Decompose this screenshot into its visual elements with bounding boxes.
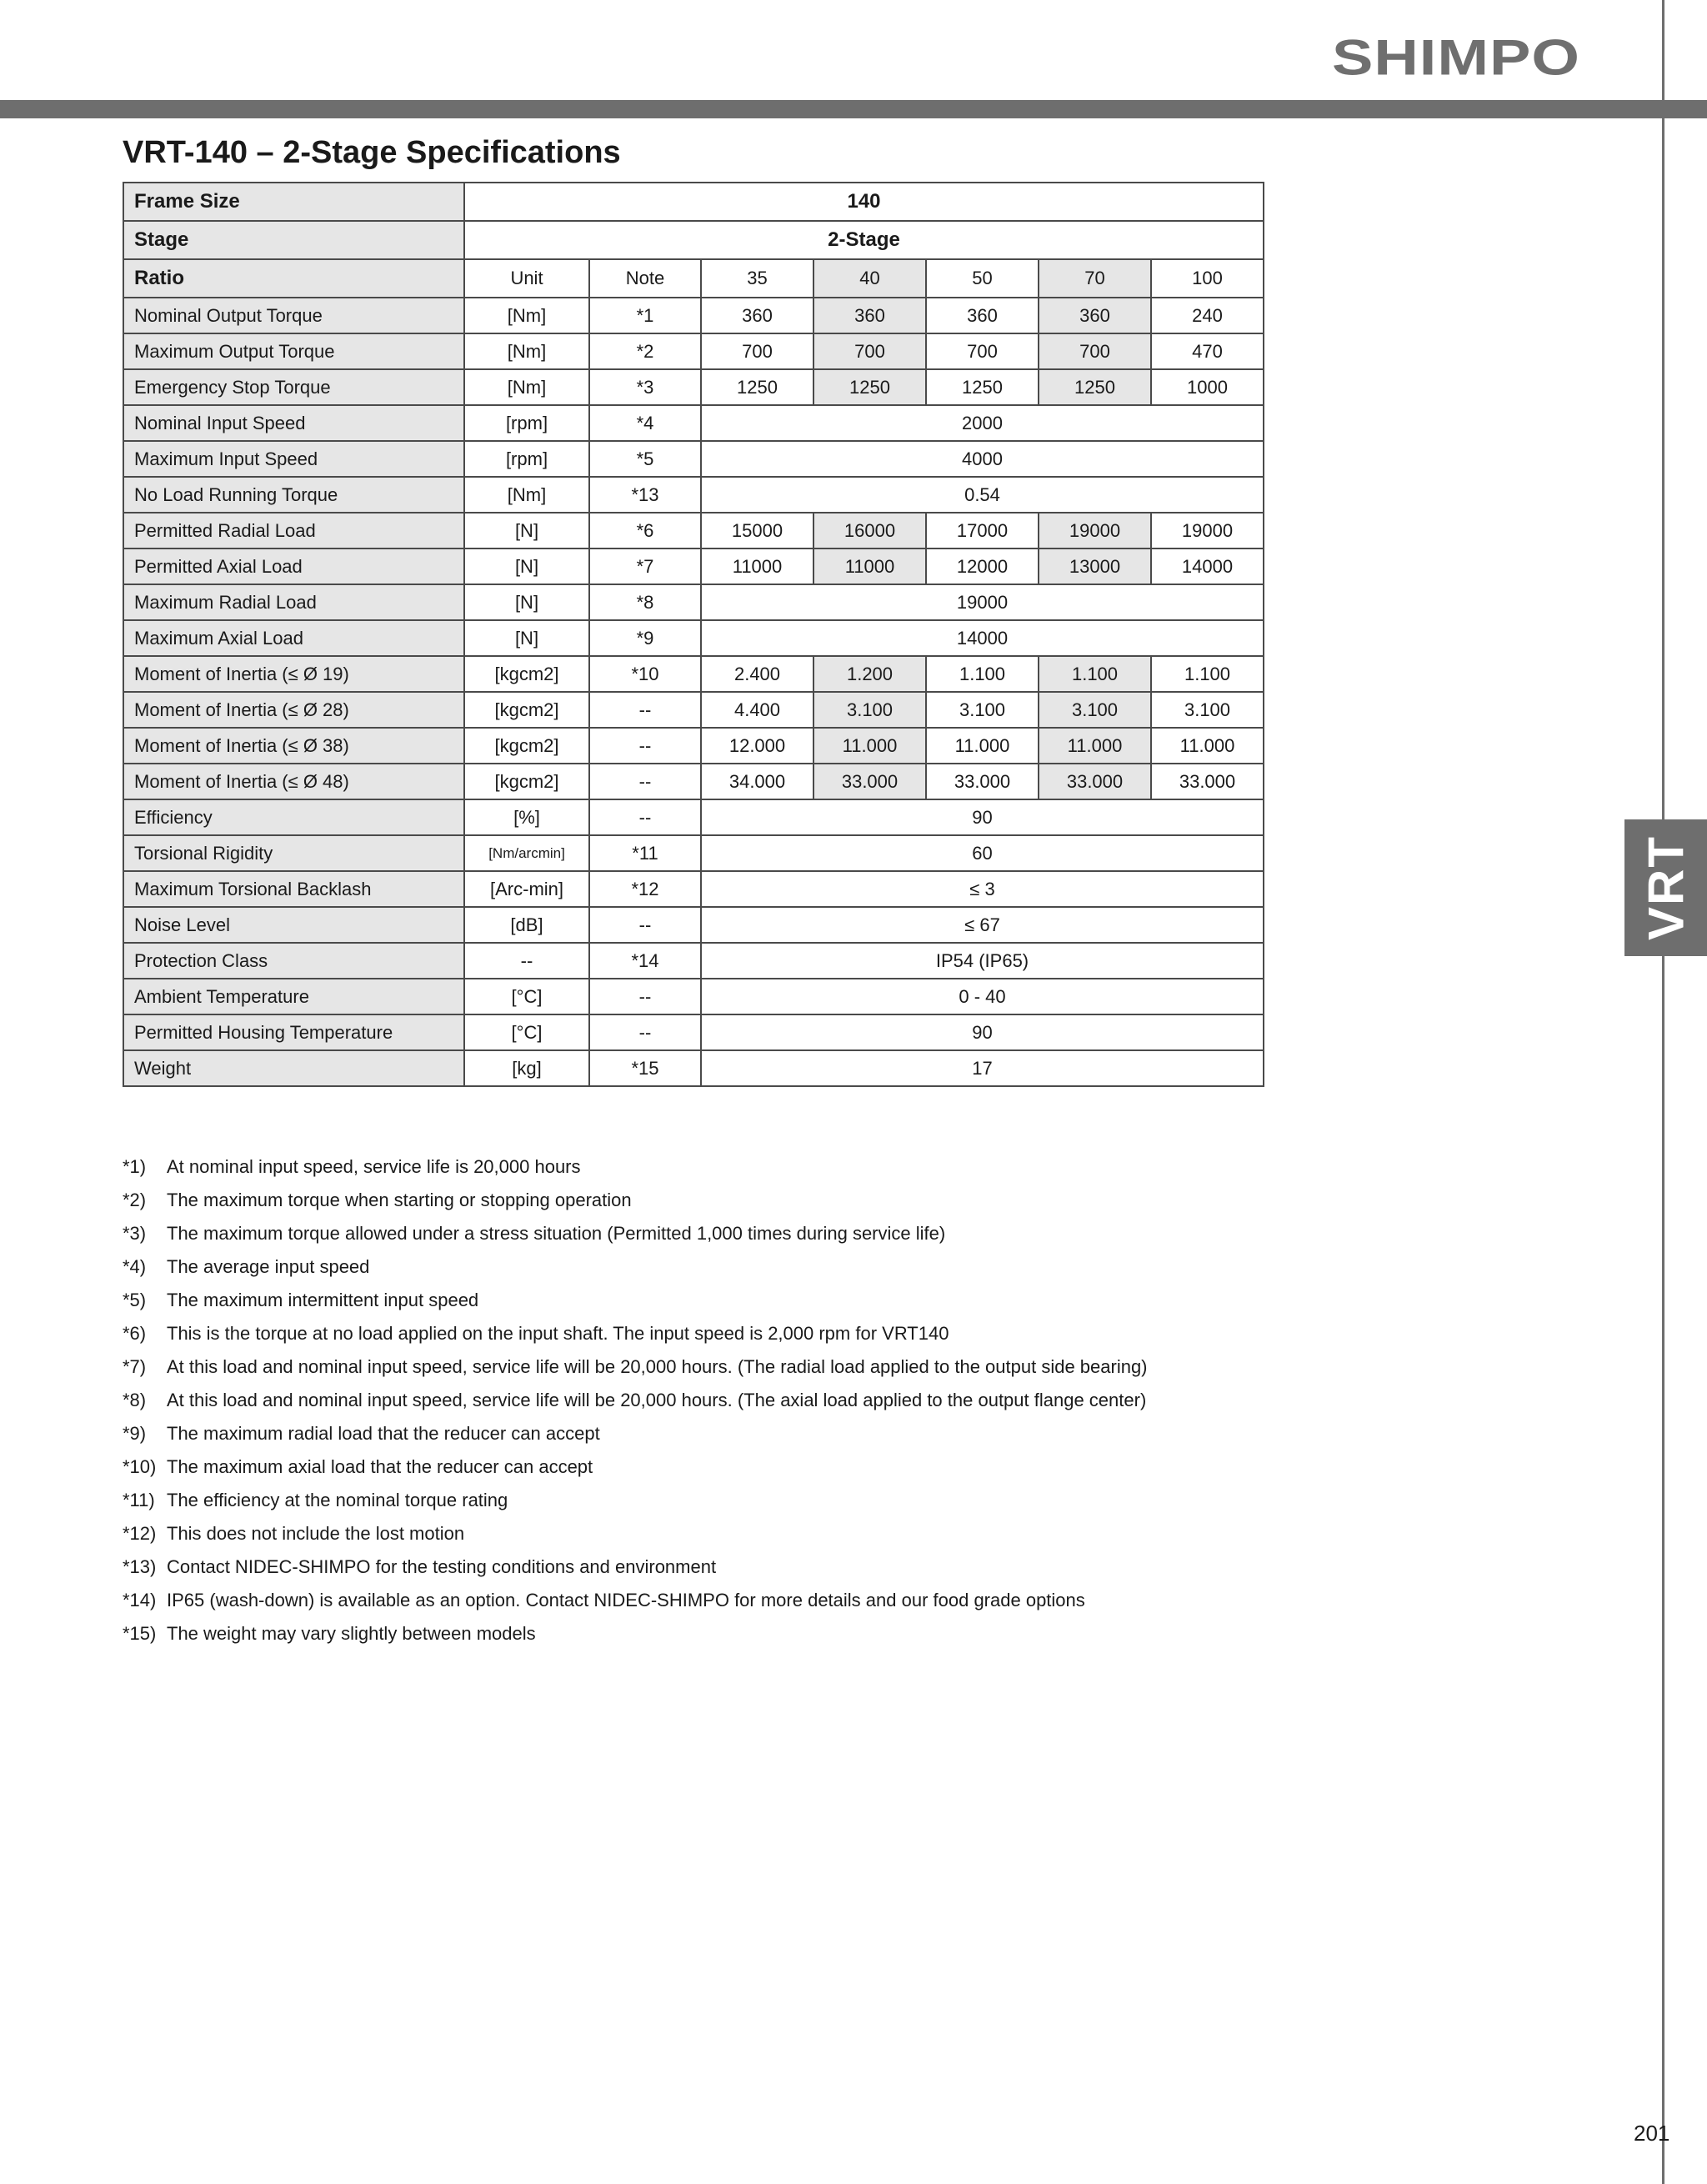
row-value: 3.100 <box>813 692 926 728</box>
row-label: Nominal Input Speed <box>123 405 464 441</box>
row-value-merged: IP54 (IP65) <box>701 943 1264 979</box>
row-value: 12.000 <box>701 728 813 764</box>
table-row <box>123 620 1264 656</box>
row-label: Permitted Axial Load <box>123 549 464 584</box>
row-value: 13000 <box>1039 549 1151 584</box>
row-unit: [N] <box>464 620 589 656</box>
row-unit: [rpm] <box>464 405 589 441</box>
footnote-item <box>123 1350 1148 1384</box>
row-unit: [N] <box>464 584 589 620</box>
row-value: 16000 <box>813 513 926 549</box>
ratio-40: 40 <box>813 259 926 298</box>
footnote-text: At this load and nominal input speed, service life will be 20,000 hours. (The radial load applied to the output side bearing) <box>167 1356 1148 1377</box>
table-row <box>123 764 1264 799</box>
row-value-merged: ≤ 3 <box>701 871 1264 907</box>
footnote-item <box>123 1584 1148 1617</box>
footnote-text: This does not include the lost motion <box>167 1523 465 1544</box>
frame-size-label: Frame Size <box>123 183 464 221</box>
table-row <box>123 799 1264 835</box>
row-label: Emergency Stop Torque <box>123 369 464 405</box>
ratio-70: 70 <box>1039 259 1151 298</box>
row-unit: [rpm] <box>464 441 589 477</box>
table-row <box>123 405 1264 441</box>
row-value-merged: ≤ 67 <box>701 907 1264 943</box>
row-value: 33.000 <box>813 764 926 799</box>
row-unit: [Nm/arcmin] <box>464 835 589 871</box>
footnote-item <box>123 1517 1148 1550</box>
table-row <box>123 835 1264 871</box>
footnote-text: The maximum intermittent input speed <box>167 1290 479 1310</box>
row-note: *13 <box>589 477 701 513</box>
row-label: Protection Class <box>123 943 464 979</box>
ratio-50: 50 <box>926 259 1039 298</box>
row-note: *1 <box>589 298 701 333</box>
footnote-key: *9) <box>123 1423 147 1444</box>
row-value: 360 <box>813 298 926 333</box>
row-unit: [N] <box>464 549 589 584</box>
footnotes <box>123 1150 1148 1651</box>
footnote-key: *5) <box>123 1290 147 1310</box>
footnote-key: *6) <box>123 1323 147 1344</box>
table-row <box>123 441 1264 477</box>
row-label: Permitted Radial Load <box>123 513 464 549</box>
row-value: 240 <box>1151 298 1264 333</box>
row-value: 1000 <box>1151 369 1264 405</box>
row-value-merged: 60 <box>701 835 1264 871</box>
row-note: -- <box>589 692 701 728</box>
section-tab-label: VRT <box>1638 835 1694 940</box>
footnote-item <box>123 1450 1148 1484</box>
row-label: Noise Level <box>123 907 464 943</box>
row-unit: [kg] <box>464 1050 589 1086</box>
row-label: Maximum Axial Load <box>123 620 464 656</box>
row-label: No Load Running Torque <box>123 477 464 513</box>
row-value: 11.000 <box>1151 728 1264 764</box>
table-row <box>123 333 1264 369</box>
row-label: Maximum Torsional Backlash <box>123 871 464 907</box>
row-note: *10 <box>589 656 701 692</box>
footnote-item <box>123 1217 1148 1250</box>
row-note: -- <box>589 979 701 1014</box>
table-row <box>123 584 1264 620</box>
table-row <box>123 656 1264 692</box>
footnote-key: *3) <box>123 1223 147 1244</box>
row-label: Moment of Inertia (≤ Ø 28) <box>123 692 464 728</box>
row-unit: [°C] <box>464 1014 589 1050</box>
footnote-item <box>123 1317 1148 1350</box>
row-value: 2.400 <box>701 656 813 692</box>
row-unit: [Arc-min] <box>464 871 589 907</box>
row-value-merged: 4000 <box>701 441 1264 477</box>
row-value-merged: 17 <box>701 1050 1264 1086</box>
row-value: 33.000 <box>1039 764 1151 799</box>
table-row <box>123 298 1264 333</box>
footnote-text: At this load and nominal input speed, service life will be 20,000 hours. (The axial load applied to the output flange center) <box>167 1390 1147 1410</box>
stage-label: Stage <box>123 221 464 259</box>
row-unit: [Nm] <box>464 333 589 369</box>
footnote-key: *4) <box>123 1256 147 1277</box>
row-unit: [°C] <box>464 979 589 1014</box>
row-note: -- <box>589 728 701 764</box>
unit-header: Unit <box>464 259 589 298</box>
table-row <box>123 549 1264 584</box>
footnote-text: The maximum axial load that the reducer can accept <box>167 1456 593 1477</box>
row-note: *2 <box>589 333 701 369</box>
row-value: 1.100 <box>926 656 1039 692</box>
footnote-key: *13) <box>123 1556 157 1577</box>
footnote-text: The average input speed <box>167 1256 370 1277</box>
row-note: *9 <box>589 620 701 656</box>
row-label: Moment of Inertia (≤ Ø 48) <box>123 764 464 799</box>
frame-size-value: 140 <box>464 183 1264 221</box>
row-value: 19000 <box>1039 513 1151 549</box>
row-note: *8 <box>589 584 701 620</box>
row-value-merged: 2000 <box>701 405 1264 441</box>
stage-value: 2-Stage <box>464 221 1264 259</box>
row-note: *15 <box>589 1050 701 1086</box>
row-unit: [N] <box>464 513 589 549</box>
row-value-merged: 90 <box>701 799 1264 835</box>
table-row <box>123 477 1264 513</box>
row-value: 360 <box>1039 298 1151 333</box>
footnote-item <box>123 1250 1148 1284</box>
row-note: *12 <box>589 871 701 907</box>
row-value: 34.000 <box>701 764 813 799</box>
shimpo-logo: SHIMPO <box>1332 28 1580 86</box>
row-label: Nominal Output Torque <box>123 298 464 333</box>
ratio-35: 35 <box>701 259 813 298</box>
footnote-item <box>123 1417 1148 1450</box>
row-value: 17000 <box>926 513 1039 549</box>
row-value-merged: 19000 <box>701 584 1264 620</box>
footnote-key: *10) <box>123 1456 157 1477</box>
row-value: 33.000 <box>926 764 1039 799</box>
footnote-key: *8) <box>123 1390 147 1410</box>
footnote-text: The maximum torque allowed under a stress situation (Permitted 1,000 times during service life) <box>167 1223 946 1244</box>
row-value-merged: 14000 <box>701 620 1264 656</box>
row-value: 700 <box>1039 333 1151 369</box>
table-row <box>123 728 1264 764</box>
row-label: Moment of Inertia (≤ Ø 19) <box>123 656 464 692</box>
footnote-item <box>123 1384 1148 1417</box>
row-value: 3.100 <box>1039 692 1151 728</box>
row-value: 700 <box>813 333 926 369</box>
row-unit: [%] <box>464 799 589 835</box>
row-value: 1.100 <box>1039 656 1151 692</box>
row-value: 1250 <box>926 369 1039 405</box>
row-value: 1250 <box>1039 369 1151 405</box>
footnote-text: This is the torque at no load applied on the input shaft. The input speed is 2,000 rpm for VRT140 <box>167 1323 949 1344</box>
table-row <box>123 871 1264 907</box>
row-unit: [kgcm2] <box>464 764 589 799</box>
row-label: Permitted Housing Temperature <box>123 1014 464 1050</box>
section-tab-vrt <box>1624 819 1707 956</box>
page-number: 201 <box>1634 2121 1670 2146</box>
note-header: Note <box>589 259 701 298</box>
footnote-key: *2) <box>123 1190 147 1210</box>
row-note: *7 <box>589 549 701 584</box>
row-unit: [kgcm2] <box>464 656 589 692</box>
row-value: 11000 <box>701 549 813 584</box>
row-value: 11.000 <box>813 728 926 764</box>
footnote-text: IP65 (wash-down) is available as an option. Contact NIDEC-SHIMPO for more details and our food grade options <box>167 1590 1085 1610</box>
row-note: -- <box>589 799 701 835</box>
row-value: 470 <box>1151 333 1264 369</box>
table-row <box>123 513 1264 549</box>
table-row <box>123 1050 1264 1086</box>
row-note: *4 <box>589 405 701 441</box>
row-unit: [dB] <box>464 907 589 943</box>
row-value: 360 <box>701 298 813 333</box>
table-row-stage <box>123 221 1264 259</box>
row-value-merged: 90 <box>701 1014 1264 1050</box>
row-note: -- <box>589 907 701 943</box>
footnote-item <box>123 1484 1148 1517</box>
row-value: 1.100 <box>1151 656 1264 692</box>
row-note: *3 <box>589 369 701 405</box>
ratio-label: Ratio <box>123 259 464 298</box>
footnote-text: The maximum radial load that the reducer can accept <box>167 1423 600 1444</box>
row-label: Moment of Inertia (≤ Ø 38) <box>123 728 464 764</box>
spec-table-body <box>123 183 1264 1086</box>
footnote-text: The efficiency at the nominal torque rating <box>167 1490 508 1510</box>
footnote-key: *15) <box>123 1623 157 1644</box>
row-value: 1.200 <box>813 656 926 692</box>
row-unit: -- <box>464 943 589 979</box>
row-unit: [kgcm2] <box>464 692 589 728</box>
row-value: 14000 <box>1151 549 1264 584</box>
row-value: 1250 <box>813 369 926 405</box>
header-rule <box>0 100 1707 118</box>
footnote-text: The maximum torque when starting or stopping operation <box>167 1190 632 1210</box>
row-note: -- <box>589 764 701 799</box>
footnote-key: *14) <box>123 1590 157 1610</box>
row-value: 11.000 <box>926 728 1039 764</box>
table-row <box>123 943 1264 979</box>
footnote-text: At nominal input speed, service life is 20,000 hours <box>167 1156 581 1177</box>
footnote-key: *1) <box>123 1156 147 1177</box>
footnote-item <box>123 1150 1148 1184</box>
row-value: 700 <box>701 333 813 369</box>
table-row-ratio <box>123 259 1264 298</box>
row-value: 33.000 <box>1151 764 1264 799</box>
row-value: 19000 <box>1151 513 1264 549</box>
footnote-item <box>123 1617 1148 1651</box>
margin-rule <box>1662 0 1664 2184</box>
row-label: Ambient Temperature <box>123 979 464 1014</box>
row-value: 11000 <box>813 549 926 584</box>
row-unit: [Nm] <box>464 369 589 405</box>
table-row <box>123 692 1264 728</box>
footnote-item <box>123 1550 1148 1584</box>
footnote-text: Contact NIDEC-SHIMPO for the testing conditions and environment <box>167 1556 717 1577</box>
footnote-item <box>123 1284 1148 1317</box>
footnote-key: *11) <box>123 1490 155 1510</box>
footnote-text: The weight may vary slightly between models <box>167 1623 536 1644</box>
footnote-key: *7) <box>123 1356 147 1377</box>
row-value-merged: 0 - 40 <box>701 979 1264 1014</box>
row-note: -- <box>589 1014 701 1050</box>
row-note: *5 <box>589 441 701 477</box>
row-value-merged: 0.54 <box>701 477 1264 513</box>
table-row <box>123 369 1264 405</box>
row-value: 4.400 <box>701 692 813 728</box>
row-value: 1250 <box>701 369 813 405</box>
row-value: 3.100 <box>1151 692 1264 728</box>
row-value: 11.000 <box>1039 728 1151 764</box>
row-value: 15000 <box>701 513 813 549</box>
row-label: Maximum Radial Load <box>123 584 464 620</box>
row-value: 700 <box>926 333 1039 369</box>
row-label: Torsional Rigidity <box>123 835 464 871</box>
row-value: 3.100 <box>926 692 1039 728</box>
row-note: *6 <box>589 513 701 549</box>
spec-table <box>123 182 1264 1087</box>
row-value: 360 <box>926 298 1039 333</box>
row-label: Maximum Input Speed <box>123 441 464 477</box>
row-note: *14 <box>589 943 701 979</box>
table-row <box>123 907 1264 943</box>
page-title: VRT-140 – 2-Stage Specifications <box>123 135 621 170</box>
row-label: Weight <box>123 1050 464 1086</box>
footnote-item <box>123 1184 1148 1217</box>
row-unit: [kgcm2] <box>464 728 589 764</box>
table-row <box>123 979 1264 1014</box>
row-label: Efficiency <box>123 799 464 835</box>
footnote-key: *12) <box>123 1523 157 1544</box>
ratio-100: 100 <box>1151 259 1264 298</box>
row-note: *11 <box>589 835 701 871</box>
row-unit: [Nm] <box>464 477 589 513</box>
row-value: 12000 <box>926 549 1039 584</box>
table-row-frame-size <box>123 183 1264 221</box>
row-label: Maximum Output Torque <box>123 333 464 369</box>
row-unit: [Nm] <box>464 298 589 333</box>
table-row <box>123 1014 1264 1050</box>
